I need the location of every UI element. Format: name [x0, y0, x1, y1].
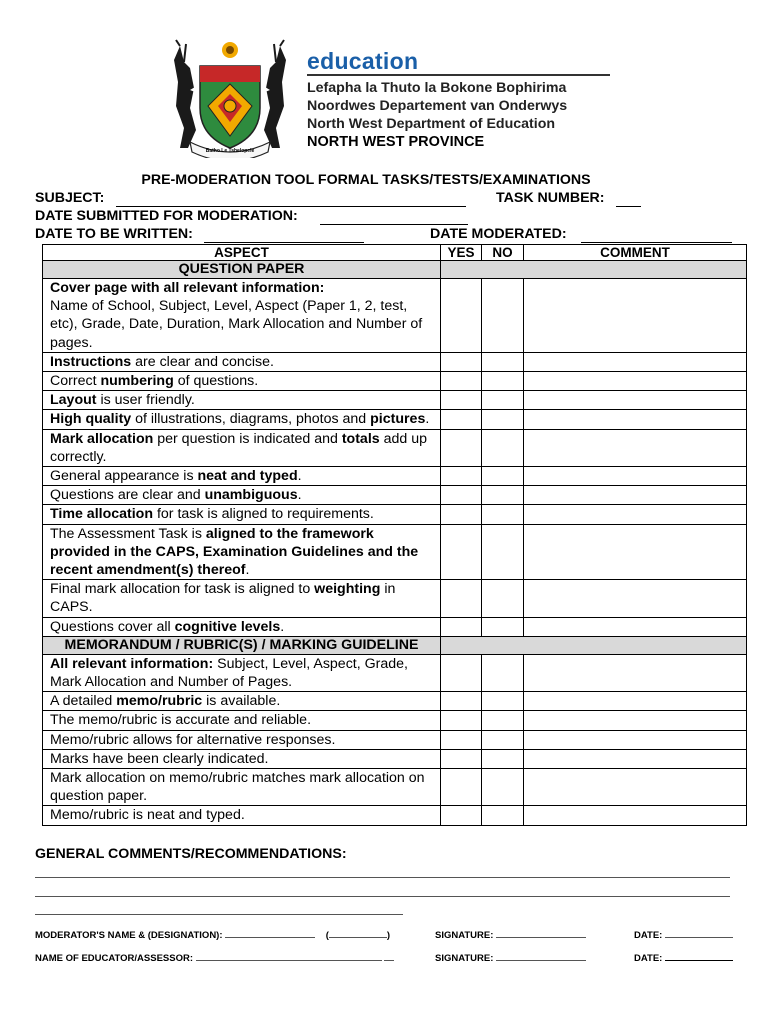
- date-submitted-label: DATE SUBMITTED FOR MODERATION:: [35, 208, 298, 224]
- moderator-name-line[interactable]: [225, 937, 315, 938]
- no-checkbox-cell[interactable]: [482, 505, 524, 524]
- no-checkbox-cell[interactable]: [482, 429, 524, 466]
- yes-checkbox-cell[interactable]: [441, 279, 482, 353]
- aspect-text: Questions cover all: [50, 618, 175, 635]
- table-row: [43, 410, 747, 429]
- educator-name-field: [35, 953, 394, 964]
- comment-cell[interactable]: [524, 391, 747, 410]
- moderator-date-field: [634, 930, 733, 941]
- aspect-text: Correct: [50, 373, 101, 390]
- comment-cell[interactable]: [524, 654, 747, 691]
- yes-checkbox-cell[interactable]: [441, 806, 482, 825]
- educator-date-label: DATE:: [634, 953, 663, 964]
- yes-checkbox-cell[interactable]: [441, 711, 482, 730]
- designation-open-paren: (: [325, 930, 329, 941]
- aspect-cell: [43, 352, 441, 371]
- aspect-text-bold: Mark allocation: [50, 430, 154, 447]
- coat-of-arms-icon: [160, 38, 300, 158]
- table-row: [43, 505, 747, 524]
- yes-column-header: YES: [441, 245, 482, 261]
- aspect-text-bold: Cover page with all relevant information:: [50, 280, 325, 296]
- no-checkbox-cell[interactable]: [482, 769, 524, 806]
- comment-cell[interactable]: [524, 711, 747, 730]
- aspect-text: .: [280, 618, 285, 635]
- aspect-text: A detailed: [50, 693, 117, 710]
- province-name: NORTH WEST PROVINCE: [307, 134, 485, 150]
- aspect-text: The Assessment Task is: [50, 525, 206, 542]
- no-checkbox-cell[interactable]: [482, 467, 524, 486]
- yes-checkbox-cell[interactable]: [441, 505, 482, 524]
- aspect-cell: [43, 806, 441, 825]
- no-checkbox-cell[interactable]: [482, 580, 524, 617]
- moderator-signature-label: SIGNATURE:: [435, 930, 494, 941]
- task-number-label: TASK NUMBER:: [496, 190, 605, 206]
- task-number-field[interactable]: [616, 206, 641, 207]
- aspect-cell: [43, 730, 441, 749]
- comment-line[interactable]: [35, 877, 730, 878]
- aspect-text: is available.: [202, 693, 281, 710]
- aspect-cell: [43, 372, 441, 391]
- aspect-text: Final mark allocation for task is aligned to: [50, 581, 315, 598]
- no-checkbox-cell[interactable]: [482, 352, 524, 371]
- aspect-text: .: [297, 468, 302, 485]
- comment-cell[interactable]: [524, 730, 747, 749]
- moderator-date-line[interactable]: [665, 937, 733, 938]
- no-checkbox-cell[interactable]: [482, 692, 524, 711]
- aspect-text: Marks have been clearly indicated.: [50, 750, 269, 767]
- department-name-setswana: Lefapha la Thuto la Bokone Bophirima: [307, 80, 567, 96]
- aspect-text: of illustrations, diagrams, photos and: [131, 411, 371, 428]
- moderator-name-label: MODERATOR'S NAME & (DESIGNATION):: [35, 930, 223, 941]
- aspect-cell: [43, 429, 441, 466]
- aspect-text-bold: unambiguous: [204, 487, 298, 504]
- yes-checkbox-cell[interactable]: [441, 391, 482, 410]
- no-checkbox-cell[interactable]: [482, 410, 524, 429]
- comment-cell[interactable]: [524, 692, 747, 711]
- date-moderated-label: DATE MODERATED:: [430, 226, 567, 242]
- no-checkbox-cell[interactable]: [482, 486, 524, 505]
- no-checkbox-cell[interactable]: [482, 749, 524, 768]
- table-header-row: [43, 245, 747, 261]
- checklist-body: [43, 261, 747, 826]
- table-row: [43, 467, 747, 486]
- aspect-text: in CAPS.: [50, 581, 396, 616]
- aspect-text-bold: Layout: [50, 392, 97, 409]
- yes-checkbox-cell[interactable]: [441, 730, 482, 749]
- table-row: [43, 429, 747, 466]
- aspect-column-header: ASPECT: [43, 245, 441, 261]
- educator-date-field: [634, 953, 733, 964]
- aspect-text-bold: cognitive levels: [174, 618, 281, 635]
- department-name-afrikaans: Noordwes Departement van Onderwys: [307, 98, 568, 114]
- comment-line[interactable]: [35, 896, 730, 897]
- aspect-text-bold: High quality: [50, 411, 132, 428]
- yes-checkbox-cell[interactable]: [441, 429, 482, 466]
- comment-cell[interactable]: [524, 467, 747, 486]
- aspect-text: per question is indicated and: [153, 430, 342, 447]
- aspect-text-bold: pictures: [370, 411, 426, 428]
- no-checkbox-cell[interactable]: [482, 391, 524, 410]
- no-column-header: NO: [482, 245, 524, 261]
- aspect-text-bold: weighting: [314, 581, 381, 598]
- comment-cell[interactable]: [524, 372, 747, 391]
- aspect-text: Subject, Level, Aspect, Grade, Mark Allocation and Number of Pages.: [50, 655, 408, 691]
- brand-word: education: [307, 48, 419, 74]
- aspect-cell: [43, 505, 441, 524]
- no-checkbox-cell[interactable]: [482, 654, 524, 691]
- aspect-text: Questions are clear and: [50, 487, 205, 504]
- table-row: [43, 806, 747, 825]
- aspect-text: Memo/rubric is neat and typed.: [50, 807, 245, 824]
- no-checkbox-cell[interactable]: [482, 711, 524, 730]
- educator-name-line[interactable]: [196, 960, 382, 961]
- aspect-cell: [43, 711, 441, 730]
- aspect-text: are clear and concise.: [131, 353, 274, 370]
- aspect-text: Mark allocation on memo/rubric matches mark allocation on question paper.: [50, 770, 425, 805]
- aspect-cell: [43, 749, 441, 768]
- yes-checkbox-cell[interactable]: [441, 617, 482, 636]
- yes-checkbox-cell[interactable]: [441, 769, 482, 806]
- no-checkbox-cell[interactable]: [482, 806, 524, 825]
- educator-date-line[interactable]: [665, 960, 733, 961]
- section-title: MEMORANDUM / RUBRIC(S) / MARKING GUIDELINE: [43, 636, 441, 654]
- yes-checkbox-cell[interactable]: [441, 372, 482, 391]
- moderator-signature-field: [435, 930, 586, 941]
- moderator-signature-line[interactable]: [496, 937, 586, 938]
- aspect-text-bold: Time allocation: [50, 506, 154, 523]
- comment-column-header: COMMENT: [524, 245, 747, 261]
- moderator-date-label: DATE:: [634, 930, 663, 941]
- comment-cell[interactable]: [524, 352, 747, 371]
- aspect-text: is user friendly.: [96, 392, 195, 409]
- comment-cell[interactable]: [524, 806, 747, 825]
- yes-checkbox-cell[interactable]: [441, 749, 482, 768]
- comment-cell[interactable]: [524, 279, 747, 353]
- section-header-row: [43, 261, 747, 279]
- table-row: [43, 580, 747, 617]
- department-logo: [128, 28, 644, 162]
- comment-line[interactable]: [35, 914, 403, 915]
- table-row: [43, 692, 747, 711]
- no-checkbox-cell[interactable]: [482, 372, 524, 391]
- no-checkbox-cell[interactable]: [482, 617, 524, 636]
- table-row: [43, 352, 747, 371]
- designation-close-paren: ): [386, 930, 391, 941]
- date-written-label: DATE TO BE WRITTEN:: [35, 226, 193, 242]
- aspect-text: for task is aligned to requirements.: [153, 506, 374, 523]
- table-row: [43, 524, 747, 580]
- table-row: [43, 617, 747, 636]
- aspect-text-bold: All relevant information:: [50, 655, 214, 672]
- date-moderated-field[interactable]: [581, 242, 732, 243]
- department-name-english: North West Department of Education: [307, 116, 556, 132]
- aspect-cell: [43, 467, 441, 486]
- aspect-text-bold: memo/rubric: [116, 693, 203, 710]
- form-title: PRE-MODERATION TOOL FORMAL TASKS/TESTS/EXAMINATIONS: [141, 172, 591, 188]
- aspect-text-bold: aligned to the framework provided in the CAPS, Examination Guidelines and the recent amendment(s) thereof: [50, 525, 419, 579]
- educator-name-label: NAME OF EDUCATOR/ASSESSOR:: [35, 953, 193, 964]
- aspect-text: add up correctly.: [50, 430, 427, 465]
- subject-label: SUBJECT:: [35, 190, 105, 206]
- yes-checkbox-cell[interactable]: [441, 467, 482, 486]
- aspect-text: .: [425, 411, 430, 428]
- yes-checkbox-cell[interactable]: [441, 692, 482, 711]
- crest-motto: Batho Le Tshelopele: [205, 148, 255, 154]
- no-checkbox-cell[interactable]: [482, 279, 524, 353]
- comment-cell[interactable]: [524, 580, 747, 617]
- general-comments-label: GENERAL COMMENTS/RECOMMENDATIONS:: [35, 846, 347, 862]
- yes-checkbox-cell[interactable]: [441, 524, 482, 580]
- section-header-row: [43, 636, 747, 654]
- designation-line[interactable]: [329, 937, 387, 938]
- section-header-fill: [441, 636, 747, 654]
- aspect-text: .: [297, 487, 302, 504]
- section-header-fill: [441, 261, 747, 279]
- aspect-cell: [43, 580, 441, 617]
- aspect-text-bold: numbering: [100, 373, 174, 390]
- table-row: [43, 749, 747, 768]
- table-row: [43, 730, 747, 749]
- aspect-text: Memo/rubric allows for alternative responses.: [50, 731, 336, 748]
- comment-cell[interactable]: [524, 429, 747, 466]
- aspect-cell: [43, 410, 441, 429]
- comment-cell[interactable]: [524, 486, 747, 505]
- comment-cell[interactable]: [524, 505, 747, 524]
- table-row: [43, 769, 747, 806]
- yes-checkbox-cell[interactable]: [441, 486, 482, 505]
- table-row: [43, 279, 747, 353]
- aspect-text-bold: totals: [341, 430, 380, 447]
- brand-underline: [307, 74, 610, 76]
- yes-checkbox-cell[interactable]: [441, 654, 482, 691]
- aspect-cell: [43, 524, 441, 580]
- aspect-cell: [43, 279, 441, 353]
- table-row: [43, 391, 747, 410]
- aspect-text: .: [245, 562, 250, 579]
- no-checkbox-cell[interactable]: [482, 524, 524, 580]
- table-row: [43, 654, 747, 691]
- date-written-field[interactable]: [204, 242, 364, 243]
- comment-cell[interactable]: [524, 617, 747, 636]
- aspect-cell: [43, 692, 441, 711]
- table-row: [43, 711, 747, 730]
- aspect-text-bold: Instructions: [50, 353, 132, 370]
- aspect-text: The memo/rubric is accurate and reliable.: [50, 712, 312, 729]
- educator-name-line-tail: [384, 960, 394, 961]
- educator-signature-label: SIGNATURE:: [435, 953, 494, 964]
- aspect-cell: [43, 654, 441, 691]
- aspect-cell: [43, 617, 441, 636]
- table-row: [43, 486, 747, 505]
- aspect-cell: [43, 769, 441, 806]
- moderator-name-field: [35, 930, 390, 941]
- aspect-text: General appearance is: [50, 468, 198, 485]
- yes-checkbox-cell[interactable]: [441, 580, 482, 617]
- aspect-text: of questions.: [173, 373, 259, 390]
- moderation-checklist-table: [42, 244, 747, 826]
- aspect-text: Name of School, Subject, Level, Aspect (Paper 1, 2, test, etc), Grade, Date, Duration, Mark Allocation and Number of pages.: [50, 298, 423, 351]
- educator-signature-field: [435, 953, 586, 964]
- subject-field[interactable]: [116, 206, 466, 207]
- table-row: [43, 372, 747, 391]
- yes-checkbox-cell[interactable]: [441, 352, 482, 371]
- date-submitted-field[interactable]: [320, 224, 468, 225]
- aspect-text-bold: neat and typed: [197, 468, 298, 485]
- comment-cell[interactable]: [524, 769, 747, 806]
- comment-cell[interactable]: [524, 749, 747, 768]
- comment-cell[interactable]: [524, 524, 747, 580]
- section-title: QUESTION PAPER: [43, 261, 441, 279]
- educator-signature-line[interactable]: [496, 960, 586, 961]
- yes-checkbox-cell[interactable]: [441, 410, 482, 429]
- comment-cell[interactable]: [524, 410, 747, 429]
- aspect-cell: [43, 391, 441, 410]
- aspect-cell: [43, 486, 441, 505]
- no-checkbox-cell[interactable]: [482, 730, 524, 749]
